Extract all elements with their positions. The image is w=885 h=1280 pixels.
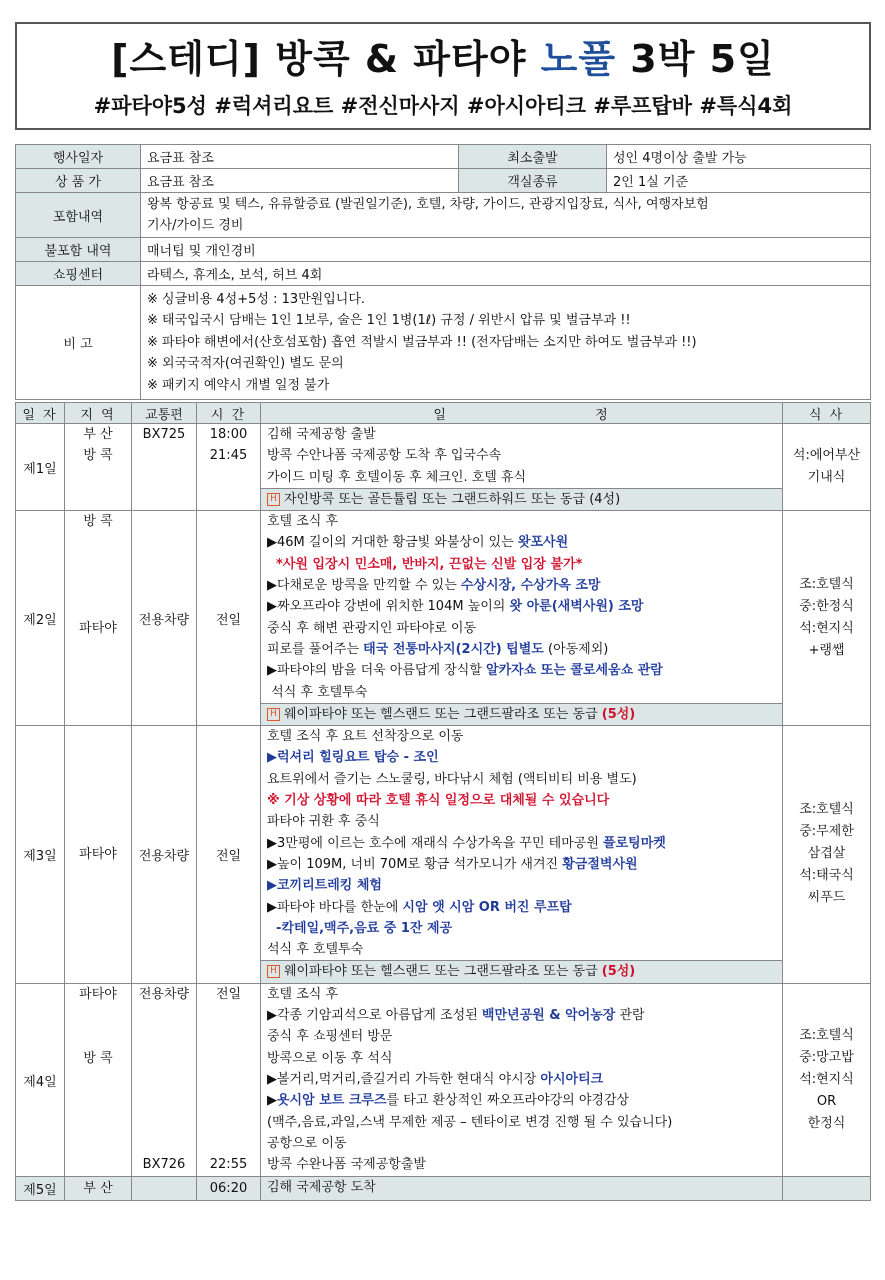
schedule-line (261, 1069, 782, 1090)
departure-label: 행사일자 (16, 145, 141, 169)
hotel-grade: (5성) (601, 706, 636, 722)
line-text: ▶각종 기암괴석으로 아름답게 조성된 (267, 1008, 482, 1024)
schedule-cell (261, 726, 783, 984)
meal-cell (783, 726, 871, 984)
day-row (16, 1177, 871, 1200)
time-cell: 전일 (197, 726, 261, 984)
hotel-name: 웨이파타야 또는 헬스랜드 또는 그랜드팔라조 또는 동급 (284, 964, 602, 980)
spacer (197, 1090, 260, 1111)
meal-line: 조:호텔식 (799, 1028, 854, 1044)
spacer (65, 532, 131, 553)
meal-line: 삼겹살 (807, 846, 846, 862)
transport-cell: 전용차량 (132, 726, 197, 984)
spacer (132, 1090, 196, 1111)
title-text: [스테디] 방콕 & 파타야 (111, 37, 541, 81)
day-row (16, 983, 871, 1177)
spacer (65, 554, 131, 575)
region-stack (65, 984, 131, 1069)
region-name: 파타야 (79, 620, 117, 636)
time-value: 21:45 (209, 448, 248, 464)
region-cell (65, 1177, 132, 1200)
hotel-grade: (5성) (601, 964, 636, 980)
exclude-value: 매너팁 및 개인경비 (141, 238, 871, 262)
line-text: ▶46M 길이의 거대한 황금빛 와불상이 있는 (267, 535, 518, 551)
highlight-text: 왓포사원 (517, 535, 569, 551)
hotel-name: 웨이파타야 또는 헬스랜드 또는 그랜드팔라조 또는 동급 (284, 706, 602, 722)
hotel-line (261, 488, 782, 510)
line-text: 호텔 조식 후 (267, 514, 339, 530)
spacer (197, 1005, 260, 1026)
meal-line: 석:현지식 (799, 621, 854, 637)
hotel-icon: H (267, 965, 280, 978)
line-text: 석식 후 호텔투숙 (267, 684, 368, 700)
line-text: 김해 국제공항 출발 (267, 427, 376, 442)
schedule-line (261, 811, 782, 832)
highlight-text: 시암 앳 시암 OR 버진 루프탑 (402, 899, 572, 915)
highlight-text: ▶코끼리트레킹 체험 (267, 878, 382, 894)
highlight-text: ▶럭셔리 힐링요트 탑승 - 조인 (267, 750, 439, 766)
meal-line: 중:무제한 (799, 824, 854, 840)
price-value: 요금표 참조 (141, 169, 459, 193)
schedule-line (261, 554, 782, 575)
region-stack (65, 844, 131, 865)
schedule-line (261, 854, 782, 875)
info-table (15, 144, 871, 400)
spacer (65, 1005, 131, 1026)
note-line: ※ 파타야 해변에서(산호섬포함) 흡연 적발시 벌금부과 !! (전자담배는 소지만 하여도 벌금부과 !!) (147, 334, 697, 350)
region-stack (65, 1178, 131, 1199)
time-value: 18:00 (209, 427, 248, 442)
spacer (197, 1048, 260, 1069)
line-text: 방콕 수완나폼 국제공항출발 (267, 1157, 426, 1173)
region-name: 부 산 (83, 1180, 113, 1196)
spacer (132, 1069, 196, 1090)
region-stack (65, 511, 131, 639)
line-text: 중식 후 쇼핑센터 방문 (267, 1029, 393, 1045)
line-text: 김해 국제공항 도착 (267, 1180, 376, 1196)
spacer (132, 1026, 196, 1047)
min-label: 최소출발 (459, 145, 607, 169)
spacer (65, 596, 131, 617)
time-cell (197, 424, 261, 511)
hotel-line (261, 703, 782, 725)
highlight-text: 욧시암 보트 크루즈 (277, 1093, 387, 1109)
note-line: ※ 외국국적자(여권확인) 별도 문의 (147, 356, 344, 372)
spacer (197, 1026, 260, 1047)
schedule-line (261, 511, 782, 532)
region-cell (65, 983, 132, 1177)
header-region: 지 역 (65, 403, 132, 424)
line-text: 관람 (615, 1008, 645, 1024)
meal-cell (783, 511, 871, 726)
line-text: 석식 후 호텔투숙 (267, 942, 364, 958)
notes (141, 286, 871, 400)
hotel-icon: H (267, 708, 280, 721)
transport-cell (132, 983, 197, 1177)
line-text: 공항으로 이동 (267, 1135, 347, 1151)
spacer (197, 1133, 260, 1154)
note-line: ※ 싱글비용 4성+5성 : 13만원입니다. (147, 291, 366, 307)
schedule-line (261, 918, 782, 939)
meal-cell (783, 424, 871, 511)
line-text: ▶3만평에 이르는 호수에 재래식 수상가옥을 꾸민 테마공원 (267, 835, 604, 851)
header-schedule: 일 정 (261, 403, 783, 424)
highlight-text: 수상시장, 수상가옥 조망 (460, 578, 601, 594)
line-text: 호텔 조식 후 요트 선착장으로 이동 (267, 729, 464, 745)
schedule-line (261, 1005, 782, 1026)
highlight-text: 플로팅마켓 (603, 835, 666, 851)
meal-cell (783, 983, 871, 1177)
line-text: 를 타고 환상적인 짜오프라야강의 야경감상 (386, 1093, 630, 1109)
room-value: 2인 1실 기준 (607, 169, 871, 193)
spacer (197, 1069, 260, 1090)
schedule-line (261, 467, 782, 488)
meal-line: 씨푸드 (807, 890, 846, 906)
schedule-line (261, 575, 782, 596)
time-cell: 전일 (197, 511, 261, 726)
spacer (65, 1026, 131, 1047)
line-text: (아동제외) (543, 641, 609, 657)
region-cell (65, 726, 132, 984)
page-title (17, 36, 869, 82)
schedule-line (261, 1177, 782, 1198)
meal-line: 석:에어부산 (792, 448, 861, 464)
region-name: 방 콕 (83, 1050, 113, 1066)
header-day: 일 자 (16, 403, 65, 424)
meal-line: 한정식 (807, 1116, 846, 1132)
header-time: 시 간 (197, 403, 261, 424)
schedule-line (261, 726, 782, 747)
highlight-text: 황금절벽사원 (562, 856, 638, 872)
region-name: 방 콕 (83, 514, 113, 530)
meal-line: 석:태국식 (799, 868, 854, 884)
day-label: 제1일 (16, 424, 65, 511)
hashtags: #파타야5성 #럭셔리요트 #전신마사지 #아시아티크 #루프탑바 #특식4회 (93, 94, 793, 118)
schedule-line (261, 1026, 782, 1047)
schedule-line (261, 1048, 782, 1069)
highlight-text: 태국 전통마사지(2시간) 팁별도 (363, 641, 544, 657)
meal-cell (783, 1177, 871, 1200)
shopping-value: 라텍스, 휴게소, 보석, 허브 4회 (141, 262, 871, 286)
highlight-text: 왓 아룬(새벽사원) 조망 (509, 599, 644, 615)
line-text: ▶파타야의 밤을 더욱 아름답게 장식할 (267, 663, 487, 679)
warning-text: ※ 기상 상황에 따라 호텔 휴식 일정으로 대체될 수 있습니다 (267, 793, 610, 809)
day-row (16, 511, 871, 726)
schedule-line (261, 1154, 782, 1175)
day-label: 제5일 (16, 1177, 65, 1200)
schedule-line (261, 1133, 782, 1154)
line-text: ▶볼거리,먹거리,즐길거리 가득한 현대식 야시장 (267, 1071, 541, 1087)
include-line: 왕복 항공료 및 텍스, 유류할증료 (발권일기준), 호텔, 차량, 가이드, 관광지입장료, 식사, 여행자보험 (147, 197, 709, 212)
line-text: ▶다채로운 방콕을 만끽할 수 있는 (267, 578, 461, 594)
schedule-line (261, 424, 782, 445)
time-value: 전일 (215, 986, 242, 1002)
schedule-line (261, 984, 782, 1005)
region-cell (65, 424, 132, 511)
note-line: ※ 태국입국시 담배는 1인 1보루, 술은 1인 1병(1ℓ) 규정 / 위반시 압류 및 벌금부과 !! (147, 313, 631, 329)
schedule-line (261, 596, 782, 617)
time-cell: 06:20 (197, 1177, 261, 1200)
day-label: 제3일 (16, 726, 65, 984)
schedule-cell (261, 983, 783, 1177)
transport-value: 전용차량 (138, 986, 190, 1002)
schedule-line (261, 875, 782, 896)
highlight-text: 알카자쇼 또는 콜로세움쇼 관람 (486, 663, 663, 679)
transport-cell (132, 424, 197, 511)
meal-line: 석:현지식 (799, 1072, 854, 1088)
exclude-label: 불포함 내역 (16, 238, 141, 262)
line-text: (맥주,음료,과일,스낵 무제한 제공 – 텐타이로 변경 진행 될 수 있습니다) (267, 1114, 673, 1130)
price-label: 상 품 가 (16, 169, 141, 193)
transport-stack (132, 984, 196, 1176)
region-name: 부 산 (83, 427, 113, 442)
highlight-text: 아시아티크 (540, 1071, 604, 1087)
day-label: 제2일 (16, 511, 65, 726)
meal-line: +랭쌥 (808, 643, 845, 659)
transport-stack (132, 424, 196, 445)
schedule-cell (261, 424, 783, 511)
include-value (141, 193, 871, 238)
schedule-line (261, 769, 782, 790)
schedule-line (261, 682, 782, 703)
schedule-cell (261, 1177, 783, 1200)
transport-cell: 전용차량 (132, 511, 197, 726)
warning-text: *사원 입장시 민소매, 반바지, 끈없는 신발 입장 불가* (267, 556, 583, 572)
line-text: 호텔 조식 후 (267, 986, 339, 1002)
transport-value: BX725 (142, 427, 186, 442)
schedule-line (261, 897, 782, 918)
spacer (132, 1005, 196, 1026)
line-text: 파타야 귀환 후 중식 (267, 814, 380, 830)
highlight-text: 백만년공원 & 악어농장 (481, 1008, 616, 1024)
schedule-line (261, 790, 782, 811)
schedule-line (261, 833, 782, 854)
region-name: 파타야 (79, 846, 117, 862)
note-line: ※ 패키지 예약시 개별 일정 불가 (147, 377, 330, 393)
time-value: 22:55 (209, 1157, 248, 1173)
line-text: ▶높이 109M, 너비 70M로 황금 석가모니가 새겨진 (267, 856, 563, 872)
line-text: ▶짜오프라야 강변에 위치한 104M 높이의 (267, 599, 510, 615)
departure-value: 요금표 참조 (141, 145, 459, 169)
meal-line: 중:한정식 (799, 599, 854, 615)
line-text: 방콕으로 이동 후 석식 (267, 1050, 393, 1066)
schedule-line (261, 1090, 782, 1111)
schedule-line (261, 1112, 782, 1133)
line-text: 방콕 수안나폼 국제공항 도착 후 입국수속 (267, 448, 502, 464)
time-stack (197, 984, 260, 1176)
title-highlight: 노풀 (540, 37, 617, 81)
transport-value: BX726 (142, 1157, 186, 1173)
schedule-line (261, 532, 782, 553)
schedule-line (261, 445, 782, 466)
schedule-line (261, 939, 782, 960)
region-name: 파타야 (79, 986, 117, 1002)
time-stack (197, 424, 260, 467)
schedule-cell (261, 511, 783, 726)
header-transport: 교통편 (132, 403, 197, 424)
line-text: ▶ (267, 1093, 277, 1109)
hotel-name: 자인방콕 또는 골든튤립 또는 그랜드하워드 또는 동급 (4성) (284, 491, 621, 507)
highlight-text: -칵테일,맥주,음료 중 1잔 제공 (267, 920, 453, 936)
line-text: ▶파타야 바다를 한눈에 (267, 899, 403, 915)
region-stack (65, 424, 131, 467)
include-line: 기사/가이드 경비 (147, 218, 244, 233)
schedule-line (261, 618, 782, 639)
room-label: 객실종류 (459, 169, 607, 193)
hotel-icon: H (267, 493, 280, 506)
schedule-table (15, 402, 871, 1201)
header-meal: 식 사 (783, 403, 871, 424)
spacer (197, 1112, 260, 1133)
meal-line: 조:호텔식 (799, 577, 854, 593)
schedule-line (261, 660, 782, 681)
min-value: 성인 4명이상 출발 가능 (607, 145, 871, 169)
line-text: 요트위에서 즐기는 스노쿨링, 바다낚시 체험 (액티비티 비용 별도) (267, 771, 637, 787)
note-label: 비 고 (16, 286, 141, 400)
day-row (16, 726, 871, 984)
schedule-line (261, 639, 782, 660)
time-cell (197, 983, 261, 1177)
meal-line: 조:호텔식 (799, 802, 854, 818)
spacer (65, 575, 131, 596)
title-box (15, 22, 871, 130)
region-name: 방 콕 (83, 448, 113, 464)
transport-cell (132, 1177, 197, 1200)
meal-line: OR (816, 1094, 837, 1110)
line-text: 가이드 미팅 후 호텔이동 후 체크인. 호텔 휴식 (267, 469, 527, 485)
spacer (132, 1133, 196, 1154)
title-suffix: 3박 5일 (616, 37, 775, 81)
shopping-label: 쇼핑센터 (16, 262, 141, 286)
include-label: 포함내역 (16, 193, 141, 238)
schedule-line (261, 747, 782, 768)
hotel-line (261, 960, 782, 982)
spacer (132, 1048, 196, 1069)
day-label: 제4일 (16, 983, 65, 1177)
meal-line: 중:망고밥 (799, 1050, 854, 1066)
region-cell (65, 511, 132, 726)
day-row (16, 424, 871, 511)
line-text: 피로를 풀어주는 (267, 641, 364, 657)
line-text: 중식 후 해변 관광지인 파타야로 이동 (267, 620, 477, 636)
meal-line: 기내식 (807, 470, 846, 486)
spacer (132, 1112, 196, 1133)
